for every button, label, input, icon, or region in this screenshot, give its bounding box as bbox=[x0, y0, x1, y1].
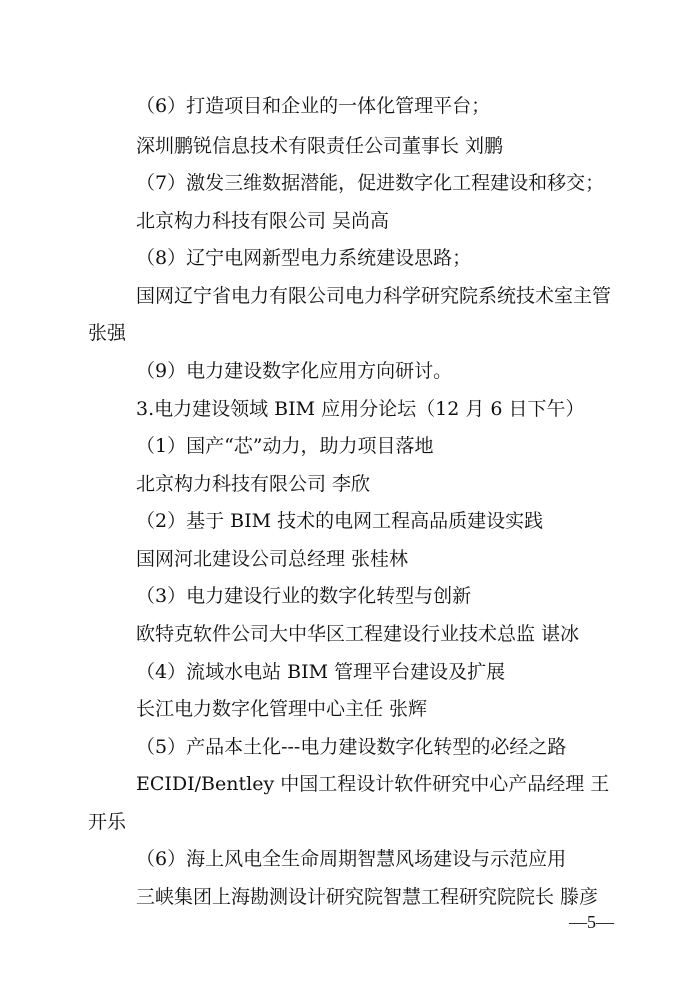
text-line: 北京构力科技有限公司 吴尚高 bbox=[136, 210, 390, 232]
text-line: （8）辽宁电网新型电力系统建设思路； bbox=[136, 247, 472, 269]
text-line: （4）流域水电站 BIM 管理平台建设及扩展 bbox=[136, 661, 506, 683]
text-line: 国网辽宁省电力有限公司电力科学研究院系统技术室主管 bbox=[136, 285, 612, 307]
text-line: 深圳鹏锐信息技术有限责任公司董事长 刘鹏 bbox=[136, 135, 504, 157]
text-line: 国网河北建设公司总经理 张桂林 bbox=[136, 548, 409, 570]
text-line: 开乐 bbox=[88, 811, 127, 833]
text-line: （1）国产“芯”动力，助力项目落地 bbox=[136, 435, 434, 457]
text-line: （7）激发三维数据潜能，促进数字化工程建设和移交； bbox=[136, 172, 605, 194]
text-line: 3.电力建设领域 BIM 应用分论坛（12 月 6 日下午） bbox=[136, 398, 585, 420]
text-line: 三峡集团上海勘测设计研究院智慧工程研究院院长 滕彦 bbox=[136, 886, 599, 908]
text-line: （2）基于 BIM 技术的电网工程高品质建设实践 bbox=[136, 510, 544, 532]
text-line: 长江电力数字化管理中心主任 张辉 bbox=[136, 698, 428, 720]
text-line: （3）电力建设行业的数字化转型与创新 bbox=[136, 585, 472, 607]
page-number: —5— bbox=[569, 912, 614, 932]
text-line: 张强 bbox=[88, 322, 127, 344]
text-line: 欧特克软件公司大中华区工程建设行业技术总监 谌冰 bbox=[136, 623, 580, 645]
text-line: 北京构力科技有限公司 李欣 bbox=[136, 473, 371, 495]
text-line: （6）海上风电全生命周期智慧风场建设与示范应用 bbox=[136, 848, 567, 870]
text-line: ECIDI/Bentley 中国工程设计软件研究中心产品经理 王 bbox=[136, 773, 610, 795]
text-line: （9）电力建设数字化应用方向研讨。 bbox=[136, 360, 453, 382]
text-line: （6）打造项目和企业的一体化管理平台； bbox=[136, 95, 491, 117]
text-line: （5）产品本土化---电力建设数字化转型的必经之路 bbox=[136, 736, 567, 758]
